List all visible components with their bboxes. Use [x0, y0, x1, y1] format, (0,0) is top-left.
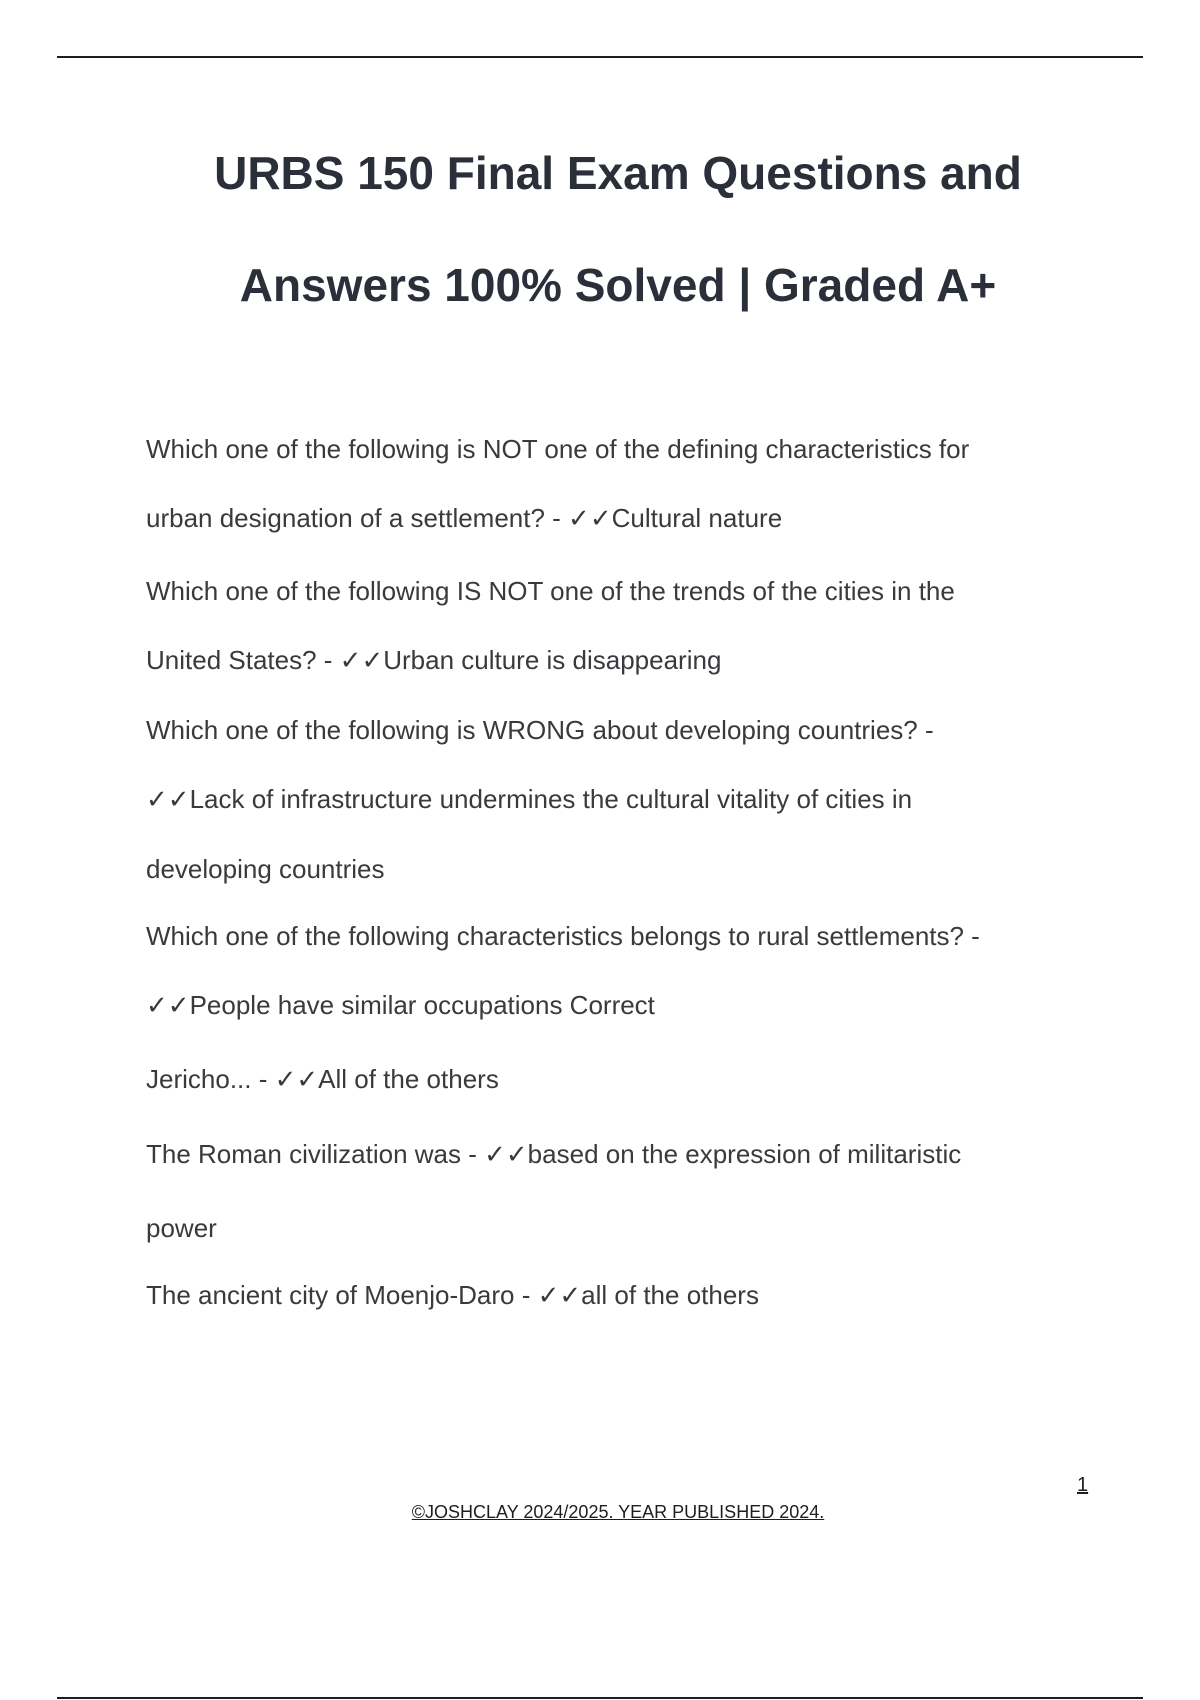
qa-line: United States? - ✓✓Urban culture is disappearing [146, 645, 722, 675]
top-rule [57, 56, 1143, 58]
page-number: 1 [1077, 1474, 1089, 1496]
document-title-line-1: URBS 150 Final Exam Questions and [214, 147, 1022, 199]
qa-line: Jericho... - ✓✓All of the others [146, 1064, 499, 1094]
qa-line: The Roman civilization was - ✓✓based on the expression of militaristic [146, 1139, 962, 1169]
qa-line: developing countries [146, 854, 385, 884]
qa-line: power [146, 1213, 217, 1243]
qa-line: Which one of the following characteristics belongs to rural settlements? - [146, 921, 980, 951]
document-title-line-2: Answers 100% Solved | Graded A+ [239, 259, 997, 311]
bottom-rule [57, 1697, 1143, 1699]
qa-line: urban designation of a settlement? - ✓✓Cultural nature [146, 503, 783, 533]
qa-line: Which one of the following IS NOT one of the trends of the cities in the [146, 576, 955, 606]
qa-line: Which one of the following is WRONG about developing countries? - [146, 715, 934, 745]
qa-line: Which one of the following is NOT one of the defining characteristics for [146, 434, 970, 464]
qa-line: The ancient city of Moenjo-Daro - ✓✓all of the others [146, 1280, 759, 1310]
qa-line: ✓✓People have similar occupations Correct [146, 990, 655, 1020]
qa-line: ✓✓Lack of infrastructure undermines the cultural vitality of cities in [146, 784, 913, 814]
footer-copyright: ©JOSHCLAY 2024/2025. YEAR PUBLISHED 2024. [411, 1502, 825, 1522]
